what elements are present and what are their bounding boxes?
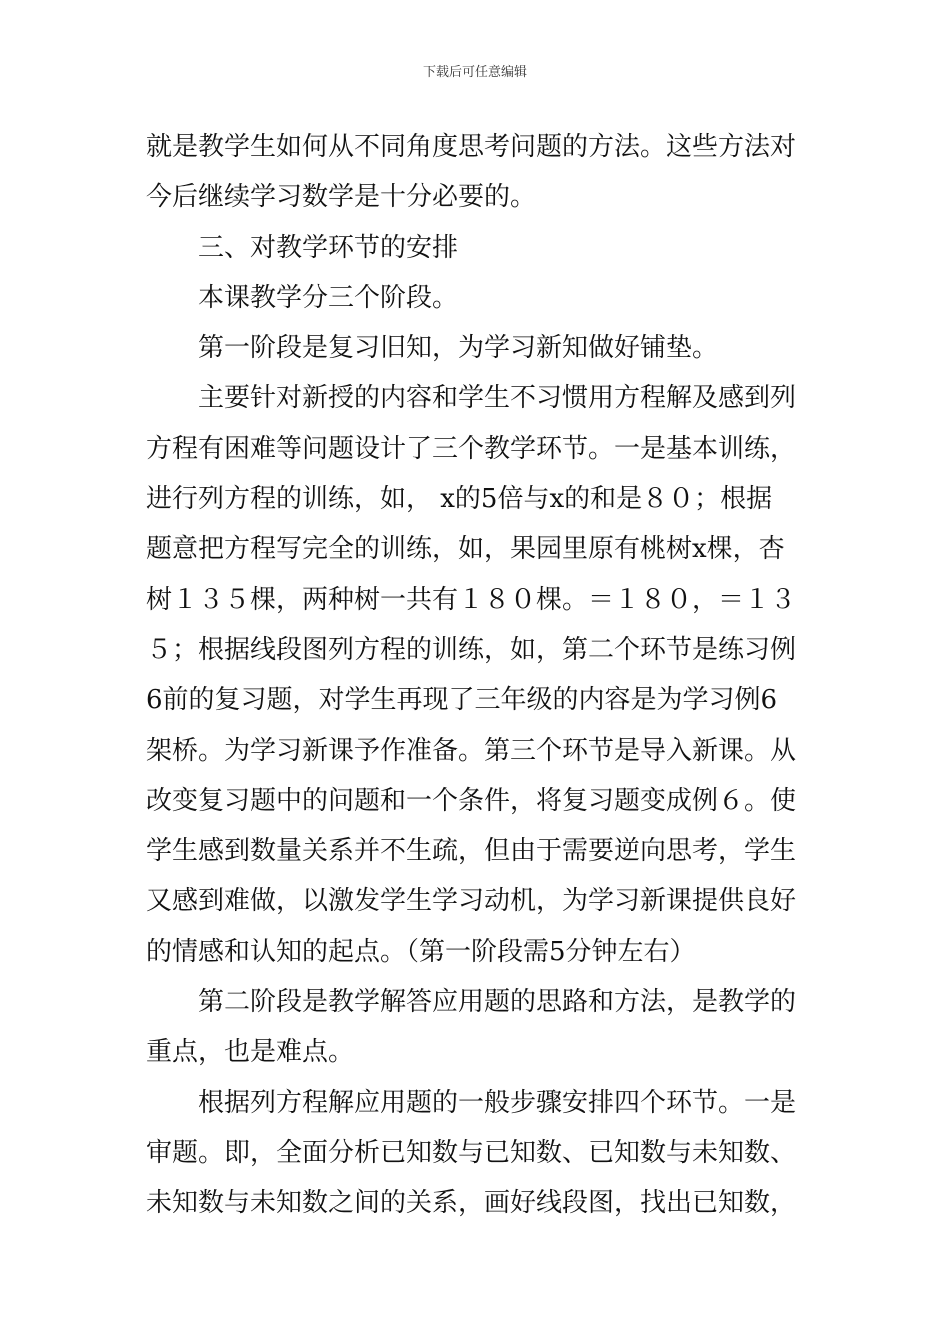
text-line: 第一阶段是复习旧知，为学习新知做好铺垫。	[198, 333, 719, 364]
section-heading: 三、对教学环节的安排	[198, 232, 459, 263]
text-line: 进行列方程的训练，如， x的5倍与x的和是８０；根据	[146, 484, 773, 515]
text-line: 学生感到数量关系并不生疏，但由于需要逆向思考，学生	[146, 836, 797, 867]
text-line: 树１３５棵，两种树一共有１８０棵。＝１８０，＝１３	[146, 584, 797, 615]
document-body	[146, 122, 806, 1229]
text-line: 第二阶段是教学解答应用题的思路和方法，是教学的	[198, 987, 797, 1018]
text-line: 主要针对新授的内容和学生不习惯用方程解及感到列	[198, 383, 797, 414]
text-line: 根据列方程解应用题的一般步骤安排四个环节。一是	[198, 1087, 797, 1118]
text-line: 未知数与未知数之间的关系，画好线段图，找出已知数，	[146, 1188, 797, 1219]
text-line: 题意把方程写完全的训练，如，果园里原有桃树x棵，杏	[146, 534, 785, 565]
text-line: 的情感和认知的起点。（第一阶段需5分钟左右）	[146, 936, 696, 967]
text-line: 重点，也是难点。	[146, 1037, 355, 1068]
text-line: 6前的复习题，对学生再现了三年级的内容是为学习例6	[146, 685, 778, 716]
text-line: 就是教学生如何从不同角度思考问题的方法。这些方法对	[146, 132, 797, 162]
text-line: 本课教学分三个阶段。	[198, 282, 459, 313]
text-line: 架桥。为学习新课予作准备。第三个环节是导入新课。从	[146, 735, 797, 766]
page-header: 下载后可任意编辑	[422, 65, 527, 80]
text-line: 改变复习题中的问题和一个条件，将复习题变成例６。使	[146, 785, 797, 816]
text-line: ５；根据线段图列方程的训练，如，第二个环节是练习例	[146, 634, 797, 665]
text-line: 又感到难做，以激发学生学习动机，为学习新课提供良好	[146, 886, 797, 917]
text-line: 今后继续学习数学是十分必要的。	[146, 182, 537, 213]
text-line: 审题。即，全面分析已知数与已知数、已知数与未知数、	[146, 1137, 797, 1168]
text-line: 方程有困难等问题设计了三个教学环节。一是基本训练，	[146, 433, 797, 464]
